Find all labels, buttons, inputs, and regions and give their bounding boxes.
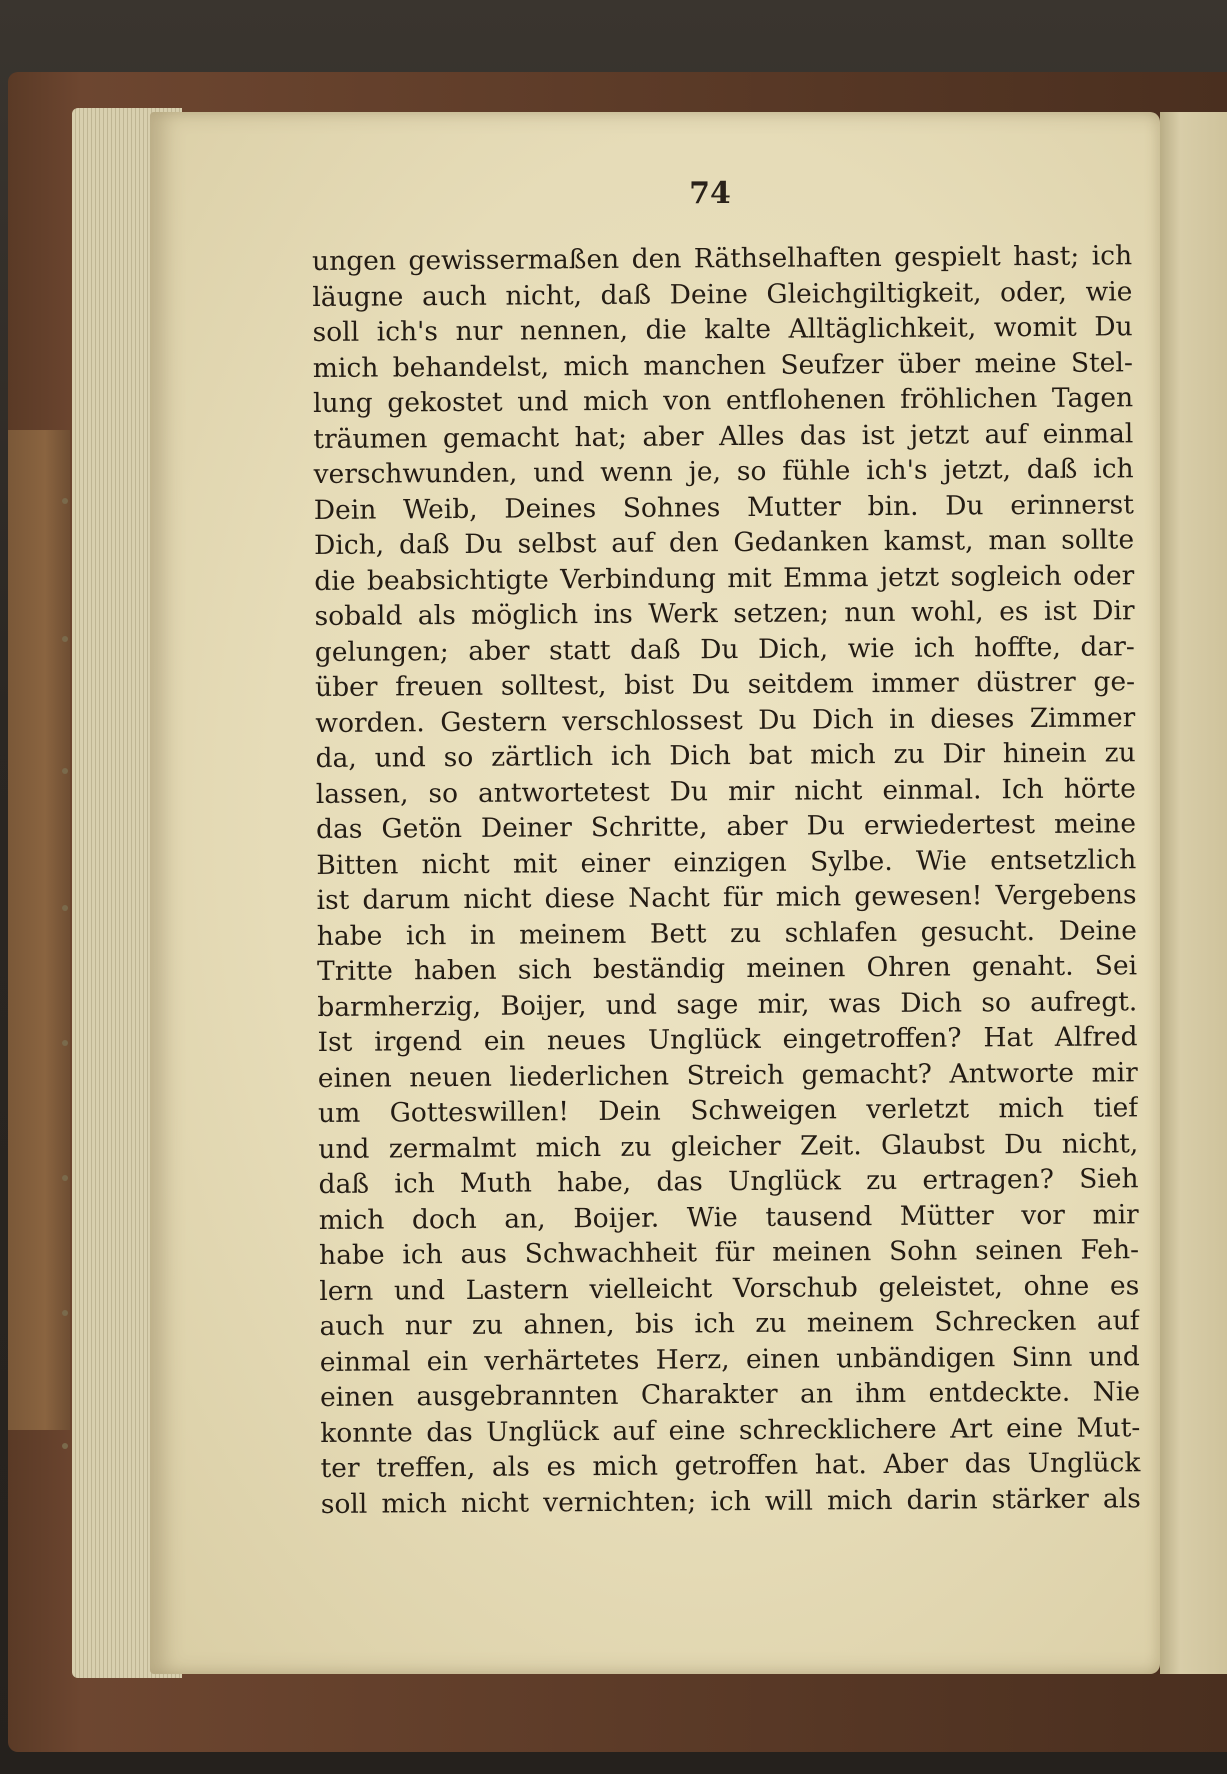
- text-line: habe ich aus Schwachheit für meinen Sohn seinen Feh-: [318, 1234, 1140, 1271]
- text-line: über freuen solltest, bist Du seitdem immer düstrer ge-: [314, 666, 1136, 703]
- binding-mark: [62, 636, 68, 642]
- binding-mark: [62, 1040, 68, 1046]
- text-line: Tritte haben sich beständig meinen Ohren genaht. Sei: [316, 950, 1138, 987]
- cover-edge: [8, 430, 70, 1430]
- binding-mark: [62, 905, 68, 911]
- binding-mark: [62, 498, 68, 504]
- text-line: die beabsichtigte Verbindung mit Emma jetzt sogleich oder: [314, 559, 1135, 597]
- text-line: träumen gemacht hat; aber Alles das ist jetzt auf einmal: [313, 417, 1134, 455]
- text-line: barmherzig, Boijer, und sage mir, was Dich so aufregt.: [317, 985, 1138, 1023]
- text-line: Bitten nicht mit einer einzigen Sylbe. Wie entsetzlich: [316, 843, 1137, 881]
- text-line: einen neuen liederlichen Streich gemacht? Antworte mir: [317, 1056, 1138, 1094]
- text-line: soll mich nicht vernichten; ich will mich darin stärker als: [320, 1482, 1141, 1520]
- text-line: sobald als möglich ins Werk setzen; nun wohl, es ist Dir: [314, 595, 1135, 632]
- text-line: ter treffen, als es mich getroffen hat. Aber das Unglück: [320, 1447, 1141, 1484]
- text-line: Dein Weib, Deines Sohnes Mutter bin. Du erinnerst: [313, 488, 1134, 526]
- text-line: lern und Lastern vielleicht Vorschub geleistet, ohne es: [319, 1269, 1140, 1307]
- binding-mark: [62, 768, 68, 774]
- text-line: konnte das Unglück auf eine schrecklichere Art eine Mut-: [320, 1411, 1141, 1449]
- text-line: daß ich Muth habe, das Unglück zu ertragen? Sieh: [318, 1163, 1139, 1200]
- text-line: lassen, so antwortetest Du mir nicht einmal. Ich hörte: [315, 772, 1136, 810]
- text-line: soll ich's nur nennen, die kalte Alltäglichkeit, womit Du: [312, 311, 1133, 348]
- text-line: ist darum nicht diese Nacht für mich gewesen! Vergebens: [316, 879, 1137, 916]
- binding-mark: [62, 1175, 68, 1181]
- text-line: Ist irgend ein neues Unglück eingetroffen? Hat Alfred: [317, 1021, 1138, 1058]
- binding-mark: [62, 1310, 68, 1316]
- page-number: 74: [689, 176, 731, 211]
- text-line: das Getön Deiner Schritte, aber Du erwiedertest meine: [315, 808, 1137, 845]
- text-line: Dich, daß Du selbst auf den Gedanken kamst, man sollte: [313, 524, 1135, 561]
- facing-page-edge: [1160, 112, 1227, 1674]
- text-line: worden. Gestern verschlossest Du Dich in dieses Zimmer: [315, 701, 1136, 739]
- text-line: einen ausgebrannten Charakter an ihm entdeckte. Nie: [319, 1376, 1141, 1413]
- text-line: ungen gewissermaßen den Räthselhaften gespielt hast; ich: [312, 240, 1133, 277]
- text-line: mich behandelst, mich manchen Seufzer über meine Stel-: [312, 346, 1133, 384]
- text-line: läugne auch nicht, daß Deine Gleichgiltigkeit, oder, wie: [312, 275, 1133, 313]
- text-line: gelungen; aber statt daß Du Dich, wie ich hoffte, dar-: [314, 630, 1135, 668]
- text-line: einmal ein verhärtetes Herz, einen unbändigen Sinn und: [319, 1340, 1140, 1378]
- text-line: da, und so zärtlich ich Dich bat mich zu Dir hinein zu: [315, 737, 1136, 774]
- text-line: mich doch an, Boijer. Wie tausend Mütter vor mir: [318, 1198, 1139, 1236]
- body-text: [312, 238, 1141, 1522]
- text-line: lung gekostet und mich von entflohenen fröhlichen Tagen: [313, 382, 1134, 419]
- binding-mark: [62, 1443, 68, 1449]
- text-line: um Gotteswillen! Dein Schweigen verletzt mich tief: [317, 1092, 1139, 1129]
- text-line: und zermalmt mich zu gleicher Zeit. Glaubst Du nicht,: [318, 1127, 1139, 1165]
- text-line: verschwunden, und wenn je, so fühle ich's jetzt, daß ich: [313, 453, 1134, 490]
- text-line: habe ich in meinem Bett zu schlafen gesucht. Deine: [316, 914, 1137, 952]
- text-line: auch nur zu ahnen, bis ich zu meinem Schrecken auf: [319, 1305, 1140, 1342]
